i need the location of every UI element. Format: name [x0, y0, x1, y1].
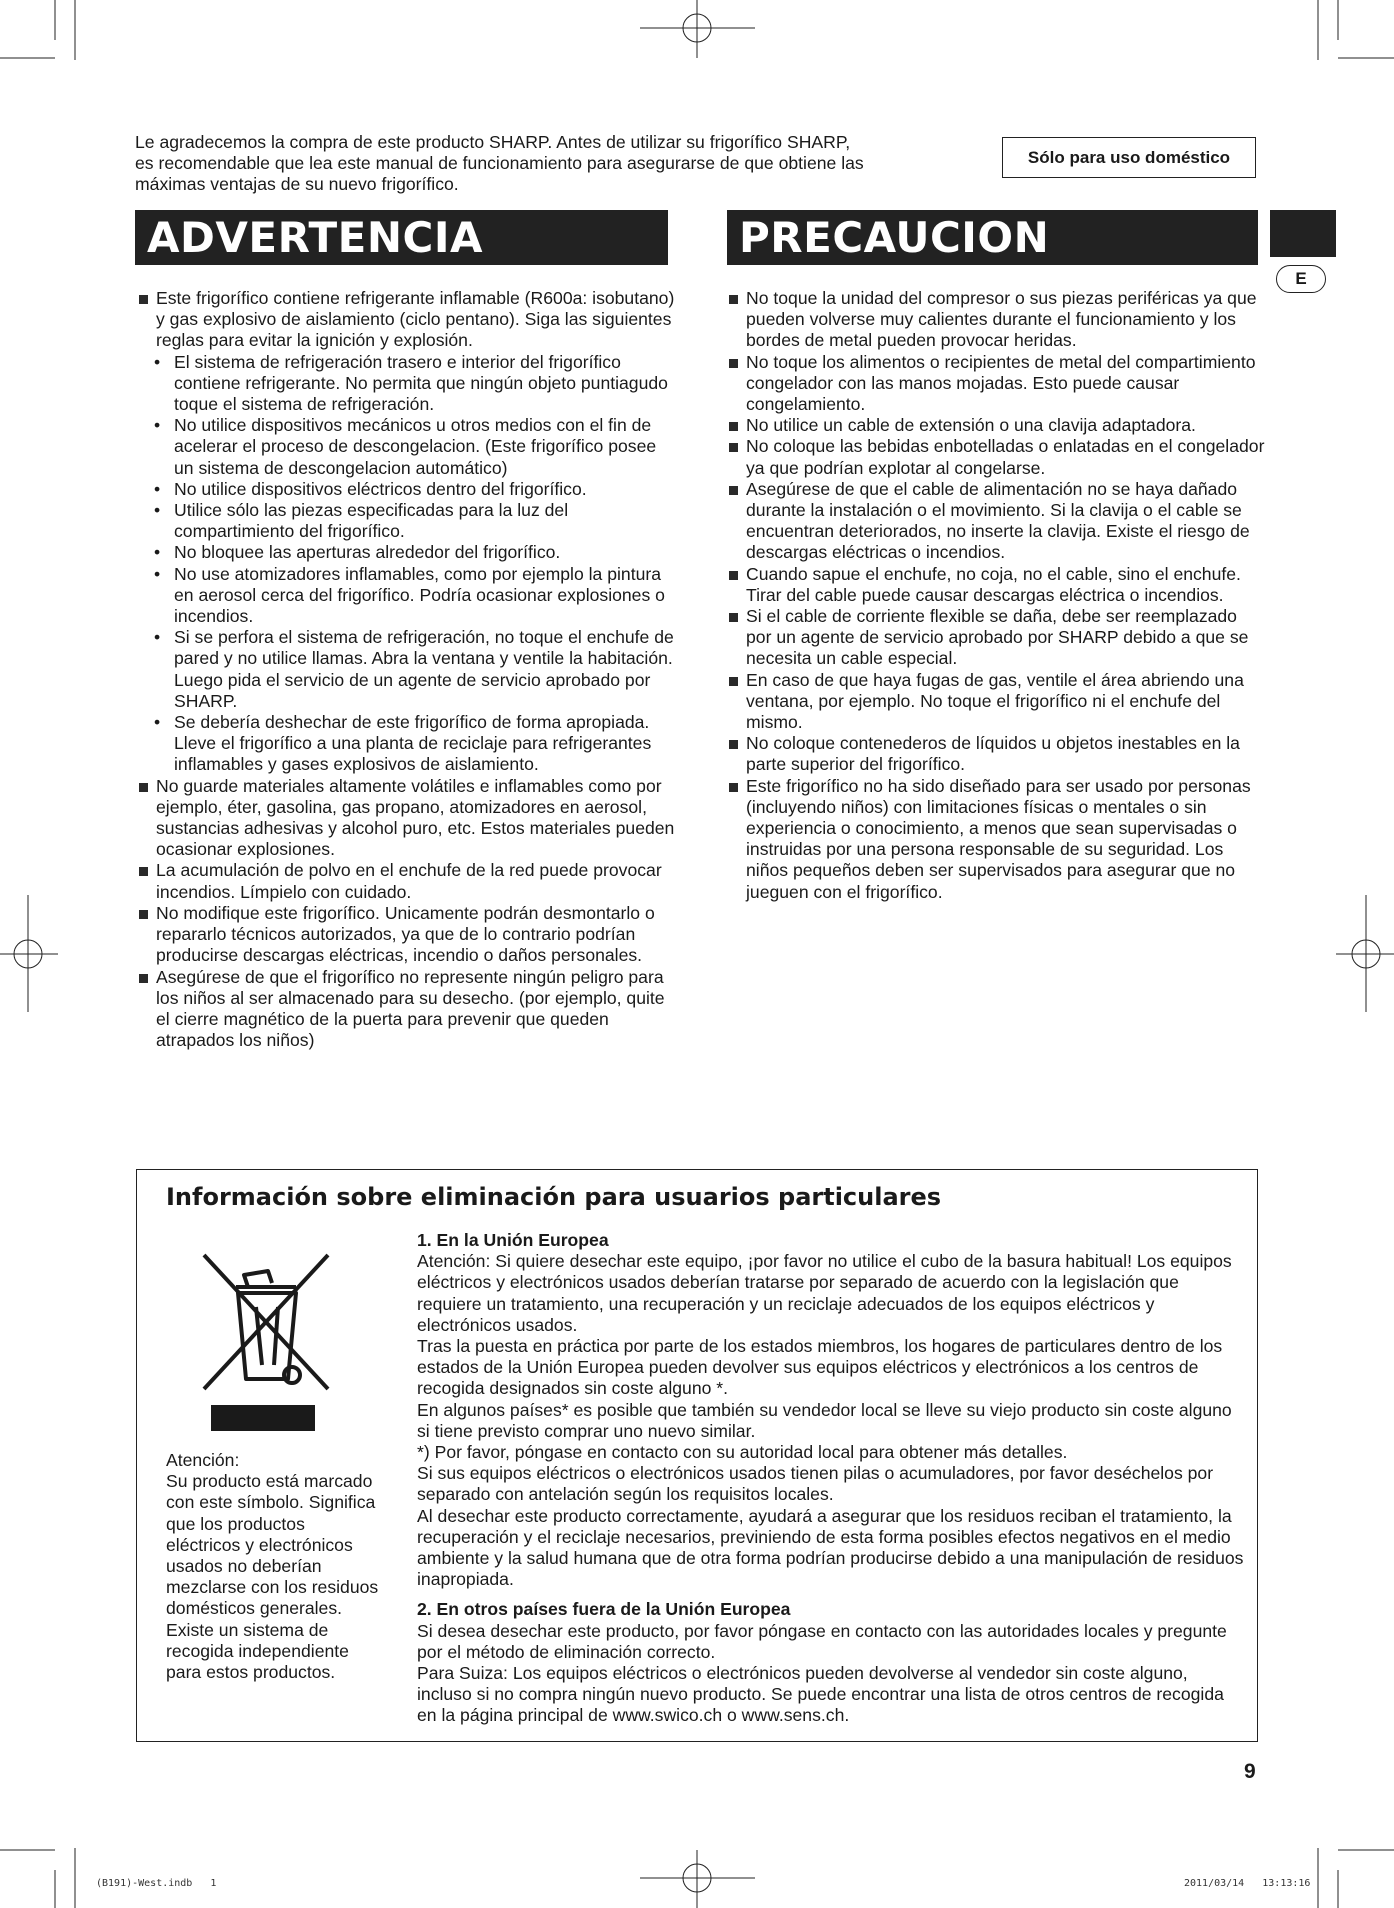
warning-subitem: • El sistema de refrigeración trasero e interior del frigorífico contiene refrigerante. No permita que ningún objeto puntiagudo toque el sistema de refrigeración. — [137, 352, 677, 416]
caution-item: Asegúrese de que el cable de alimentación no se haya dañado durante la instalación o el movimiento. Si la clavija o el cable se encuentran deteriorados, no inserte la clavija. Existe el riesgo de descargas eléctricas o incendios. — [727, 479, 1267, 564]
crossed-out-bin-icon — [196, 1247, 336, 1432]
warning-heading: ADVERTENCIA — [135, 210, 668, 265]
section-non-eu-heading: 2. En otros países fuera de la Unión Europea — [417, 1599, 791, 1620]
caution-item: Este frigorífico no ha sido diseñado para ser usado por personas (incluyendo niños) con limitaciones físicas o mentales o sin experiencia o conocimiento, a menos que sean supervisadas o instruidas por una persona responsable de su seguridad. Los niños pequeños deben ser supervisados para asegurar que no jueguen con el frigorífico. — [727, 776, 1267, 903]
section-eu-paragraph: *) Por favor, póngase en contacto con su autoridad local para obtener más detalles. — [417, 1442, 1068, 1463]
warning-item: No modifique este frigorífico. Unicamente podrán desmontarlo o repararlo técnicos autorizados, ya que de lo contrario podrían producirse descargas eléctricas, incendio o daños personales. — [137, 903, 677, 967]
intro-line: es recomendable que lea este manual de funcionamiento para asegurarse de que obtiene las — [135, 153, 864, 173]
section-eu-paragraph: Si sus equipos eléctricos o electrónicos usados tienen pilas o acumuladores, por favor deséchelos por separado con antelación según los requisitos locales. — [417, 1463, 1214, 1505]
warning-item: No guarde materiales altamente volátiles e inflamables como por ejemplo, éter, gasolina, gas propano, atomizadores en aerosol, sustancias adhesivas y alcohol puro, etc. Estos materiales pueden ocasionar explosiones. — [137, 776, 677, 861]
caution-item: Si el cable de corriente flexible se daña, debe ser reemplazado por un agente de servicio aprobado por SHARP debido a que se necesita un cable especial. — [727, 606, 1267, 670]
caution-item: No utilice un cable de extensión o una clavija adaptadora. — [727, 415, 1267, 436]
caution-list — [727, 288, 1267, 903]
caution-item: No toque la unidad del compresor o sus piezas periféricas ya que pueden volverse muy calientes durante el funcionamiento y los bordes de metal pueden provocar heridas. — [727, 288, 1267, 352]
section-non-eu-paragraph: Si desea desechar este producto, por favor póngase en contacto con las autoridades locales y pregunte por el método de eliminación correcto. — [417, 1620, 1227, 1662]
caution-item: No toque los alimentos o recipientes de metal del compartimiento congelador con las manos mojadas. Esto puede causar congelamiento. — [727, 352, 1267, 416]
attention-note: Atención: Su producto está marcado con este símbolo. Significa que los productos eléctricos y electrónicos usados no deberían mezclarse con los residuos domésticos generales. Existe un sistema de recogida independiente para estos productos. — [166, 1450, 379, 1683]
disposal-title: Información sobre eliminación para usuarios particulares — [166, 1183, 942, 1211]
warning-subitem: • Utilice sólo las piezas especificadas para la luz del compartimiento del frigorífico. — [137, 500, 677, 542]
section-tab-marker — [1270, 210, 1336, 257]
domestic-use-label: Sólo para uso doméstico — [1002, 137, 1256, 178]
section-eu-heading: 1. En la Unión Europea — [417, 1230, 609, 1250]
section-eu-paragraph: En algunos países* es posible que también su vendedor local se lleve su viejo producto sin coste alguno si tiene previsto comprar uno nuevo similar. — [417, 1399, 1232, 1441]
intro-line: Le agradecemos la compra de este producto SHARP. Antes de utilizar su frigorífico SHARP, — [135, 132, 851, 152]
warning-subitem: • No bloquee las aperturas alrededor del frigorífico. — [137, 542, 677, 563]
print-slug-file: (B191)-West.indb 1 — [96, 1878, 217, 1889]
warning-subitem: • No utilice dispositivos eléctricos dentro del frigorífico. — [137, 479, 677, 500]
section-eu-paragraph: Atención: Si quiere desechar este equipo, ¡por favor no utilice el cubo de la basura habitual! Los equipos eléctricos y electrónicos usados deberían tratarse por separado de acuerdo con la legislación que requiere un tratamiento, una recuperación y un reciclaje adecuados de los equipos eléctricos y electrónicos usados. — [417, 1251, 1232, 1335]
language-badge: E — [1276, 265, 1326, 293]
warning-subitem: • No utilice dispositivos mecánicos u otros medios con el fin de acelerar el proceso de descongelacion. (Este frigorífico posee un sistema de descongelacion automático) — [137, 415, 677, 479]
warning-list — [137, 288, 677, 1051]
warning-subitem: • Si se perfora el sistema de refrigeración, no toque el enchufe de pared y no utilice llamas. Abra la ventana y ventile la habitación. Luego pida el servicio de un agente de servicio aprobado por SHARP. — [137, 627, 677, 712]
warning-item: La acumulación de polvo en el enchufe de la red puede provocar incendios. Límpielo con cuidado. — [137, 860, 677, 902]
print-slug-date: 2011/03/14 13:13:16 — [1184, 1878, 1311, 1889]
warning-subitem: • Se debería deshechar de este frigorífico de forma apropiada. Lleve el frigorífico a una planta de reciclaje para refrigerantes inflamables y gases explosivos de aislamiento. — [137, 712, 677, 776]
caution-item: Cuando sapue el enchufe, no coja, no el cable, sino el enchufe. Tirar del cable puede causar descargas eléctrica o incendios. — [727, 564, 1267, 606]
intro-paragraph — [135, 132, 965, 195]
caution-item: No coloque las bebidas enbotelladas o enlatadas en el congelador ya que podrían explotar al congelarse. — [727, 436, 1267, 478]
page-number: 9 — [1244, 1760, 1256, 1783]
section-eu-paragraph: Al desechar este producto correctamente, ayudará a asegurar que los residuos reciban el tratamiento, la recuperación y el reciclaje necesarios, previniendo de esta forma posibles efectos negativos en el medio ambiente y la salud humana que de otra forma podrían producirse debido a una manipulación de residuos inapropiada. — [417, 1505, 1244, 1590]
warning-item: Este frigorífico contiene refrigerante inflamable (R600a: isobutano) y gas explosivo de aislamiento (ciclo pentano). Siga las siguientes reglas para evitar la ignición y explosión. — [137, 288, 677, 352]
section-non-eu-paragraph: Para Suiza: Los equipos eléctricos o electrónicos pueden devolverse al vendedor sin coste alguno, incluso si no compra ningún nuevo producto. Se puede encontrar una lista de otros centros de recogida en la página principal de www.swico.ch o www.sens.ch. — [417, 1663, 1224, 1726]
warning-item: Asegúrese de que el frigorífico no represente ningún peligro para los niños al ser almacenado para su desecho. (por ejemplo, quite el cierre magnético de la puerta para prevenir que queden atrapados los niños) — [137, 967, 677, 1052]
intro-line: máximas ventajas de su nuevo frigorífico. — [135, 174, 459, 194]
caution-item: No coloque contenederos de líquidos u objetos inestables en la parte superior del frigorífico. — [727, 733, 1267, 775]
section-eu-paragraph: Tras la puesta en práctica por parte de los estados miembros, los hogares de particulares dentro de los estados de la Unión Europea pueden devolver sus equipos eléctricos y electrónicos a los centros de recogida designados sin coste alguno *. — [417, 1336, 1223, 1399]
disposal-body — [417, 1230, 1247, 1727]
warning-subitem: • No use atomizadores inflamables, como por ejemplo la pintura en aerosol cerca del frigorífico. Podría ocasionar explosiones o incendios. — [137, 564, 677, 628]
caution-item: En caso de que haya fugas de gas, ventile el área abriendo una ventana, por ejemplo. No toque el frigorífico ni el enchufe del mismo. — [727, 670, 1267, 734]
caution-heading: PRECAUCION — [727, 210, 1258, 265]
